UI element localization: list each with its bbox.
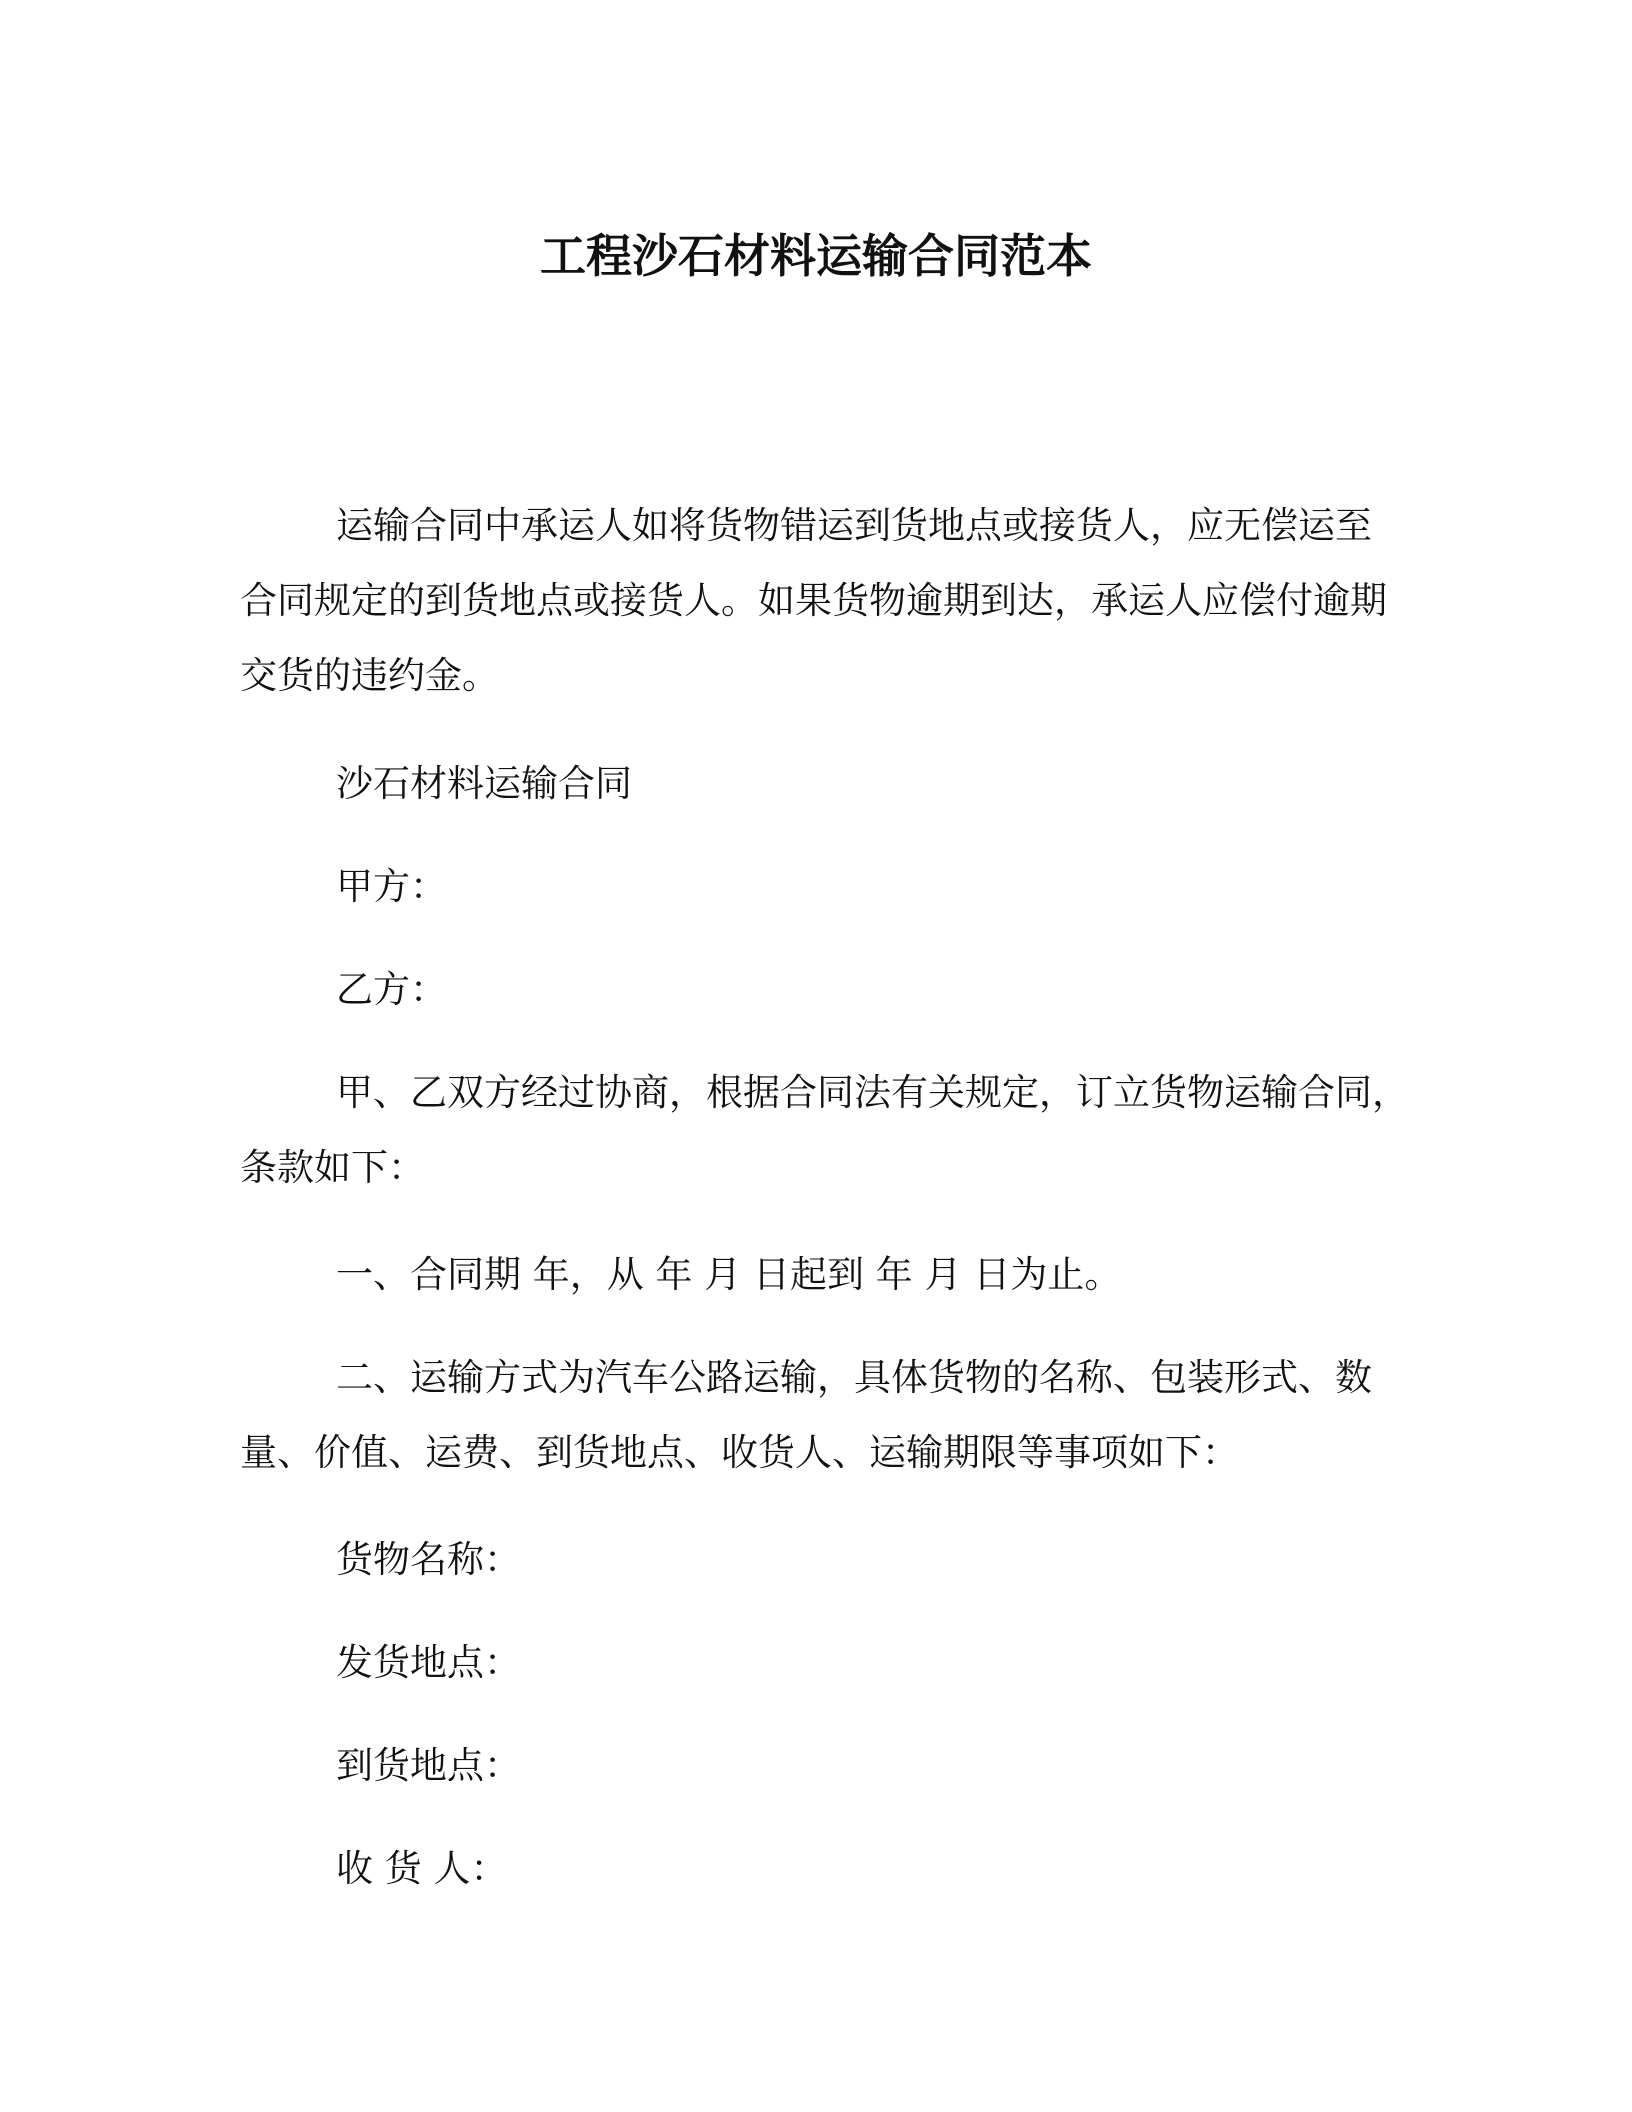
goods-name-line: 货物名称： [336, 1538, 521, 1581]
party-b-line: 乙方： [336, 968, 447, 1011]
contract-subtitle: 沙石材料运输合同 [336, 762, 632, 805]
party-a-line: 甲方： [336, 865, 447, 908]
clause-two: 二、运输方式为汽车公路运输，具体货物的名称、包装形式、数量、价值、运费、到货地点、收货人、运输期限等事项如下： [240, 1356, 1372, 1474]
intro-paragraph: 运输合同中承运人如将货物错运到货地点或接货人，应无偿运至合同规定的到货地点或接货人。如果货物逾期到达，承运人应偿付逾期交货的违约金。 [240, 504, 1387, 697]
arrival-place-line: 到货地点： [336, 1744, 521, 1787]
document-title: 工程沙石材料运输合同范本 [540, 229, 1092, 283]
clause-one: 一、合同期 年，从 年 月 日起到 年 月 日为止。 [336, 1253, 1122, 1296]
receiver-line: 收 货 人： [336, 1847, 508, 1890]
ship-from-line: 发货地点： [336, 1641, 521, 1684]
agreement-paragraph: 甲、乙双方经过协商，根据合同法有关规定，订立货物运输合同，条款如下： [240, 1071, 1409, 1189]
